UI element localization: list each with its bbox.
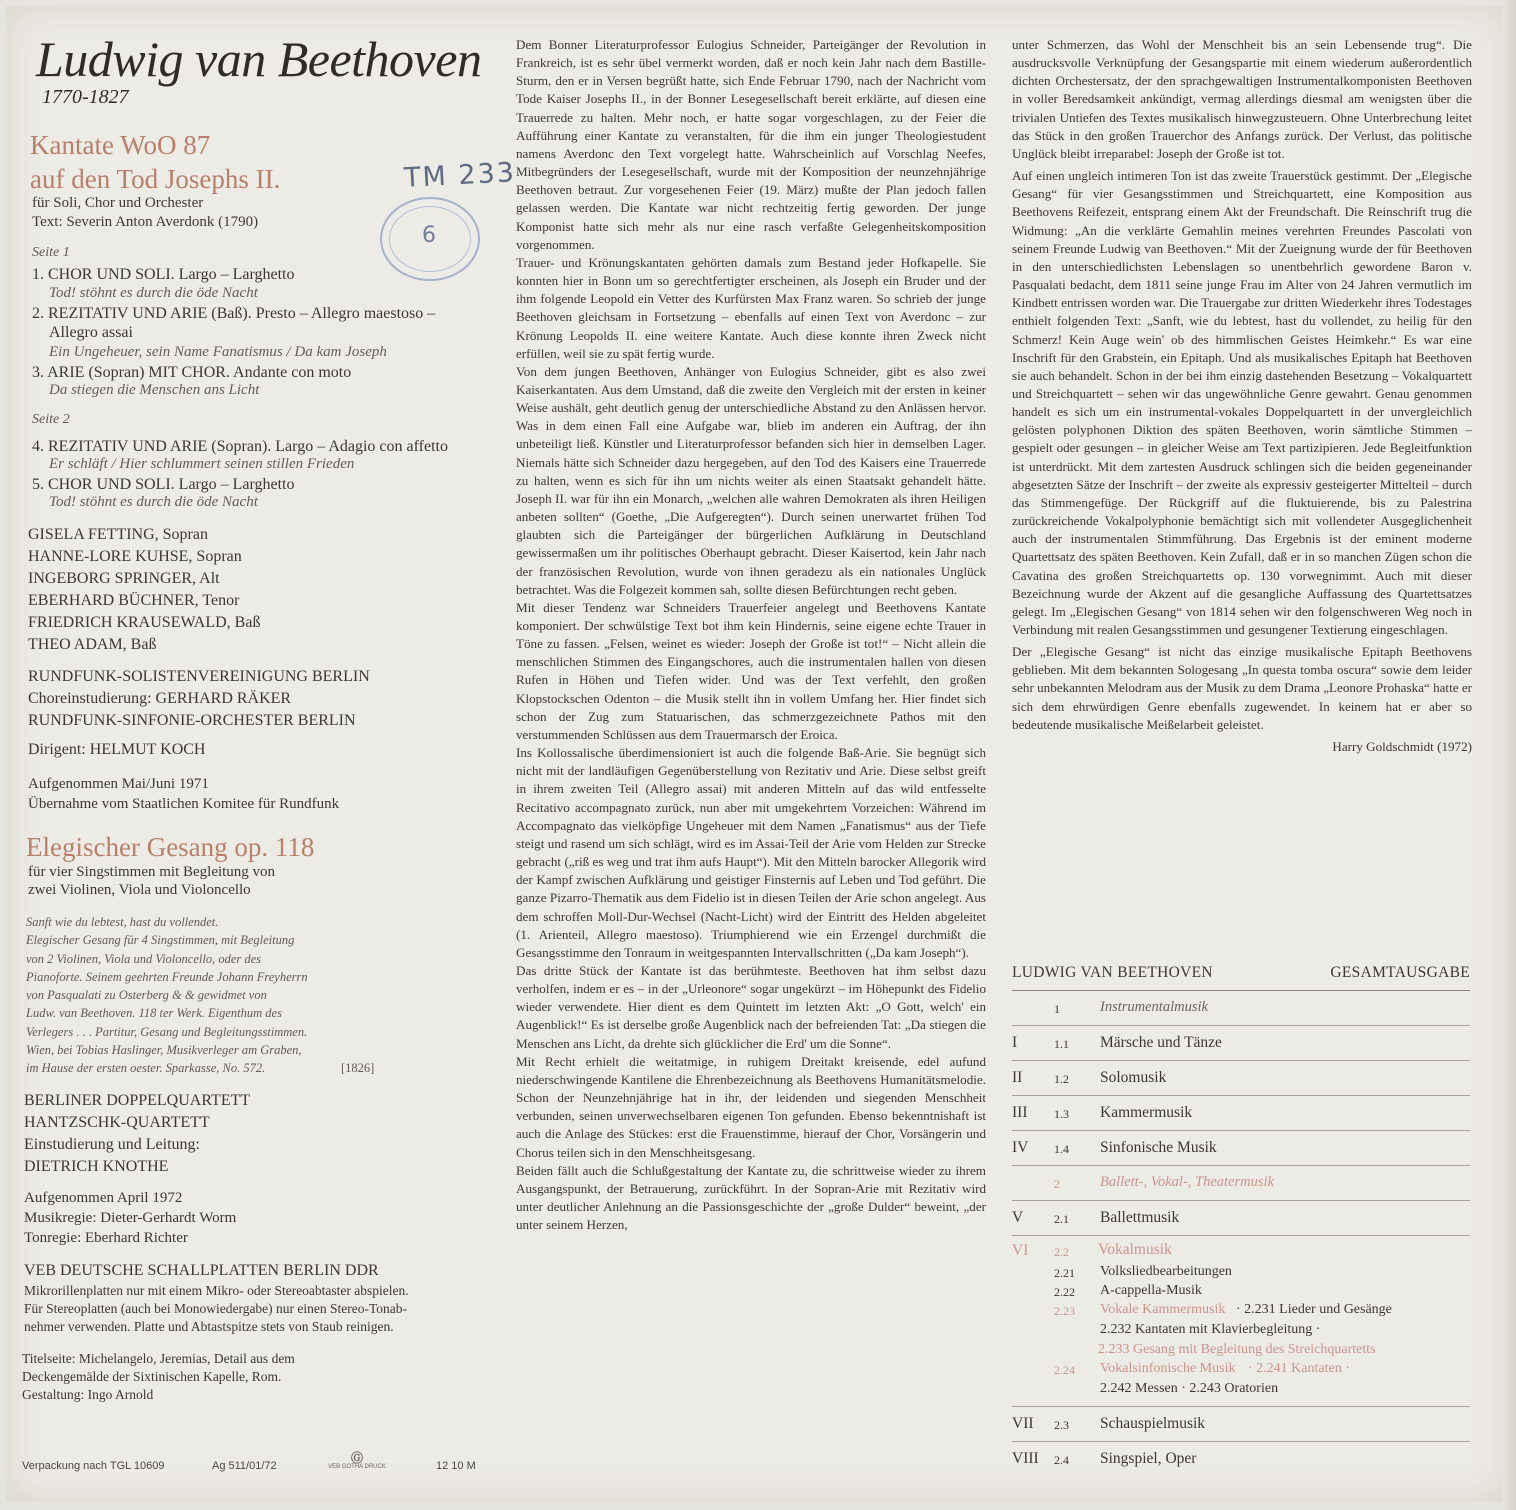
soloist: INGEBORG SPRINGER, Alt <box>28 570 220 587</box>
elegischer-subtitle-line: für vier Singstimmen mit Begleitung von <box>28 864 276 880</box>
track-5-lyric: Tod! stöhnt es durch die öde Nacht <box>49 494 258 510</box>
edition-row: I 1.1 Märsche und Tänze <box>1012 1026 1470 1061</box>
ensemble: RUNDFUNK-SOLISTENVEREINIGUNG BERLIN <box>28 668 370 685</box>
author-signature: Harry Goldschmidt (1972) <box>1332 738 1472 754</box>
liner-paragraph: Beiden fällt auch die Schlußgestaltung der Kantate zu, die schrittweise wieder zu ihrem Ausgangspunkt, der Betrauerung, zurückführt. In der Sopran-Arie mit Rezitativ wird unter deutlicher Anlehnung an die Passionsgeschichte der „große Dulder“ beweint, „der unter seinem Herzen, <box>516 1162 986 1233</box>
liner-paragraph: Ins Kollossalische überdimensioniert ist auch die folgende Baß-Arie. Sie begnügt sich nicht mit der landläufigen Gegenüberstellung von Rezitativ und Arie. Diese selbst greift in ihrem zweiten Teil (Allegro assai) mit anderen Mitteln auf das wild entfesselte Recitativo accompagnato zurück, nun aber mit umgekehrtem Vorzeichen: Während im Accompagnato das vielköpfige Ungeheuer mit dem Namen „Fanatismus“ aus der Tiefe steigt und rasend um sich schlägt, wird es im Assai-Teil der Arie vom Helden zur Strecke gebracht („riß es weg und trat ihm aufs Haupt“). Mit den Mitteln barocker Allegorik wird der Kampf zwischen Aufklärung und geistiger Finsternis auf Leben und Tod geführt. Die ganze Pizarro-Thematik aus dem Fidelio ist in diesen Teilen der Arie schon angelegt. Aus dem schroffen Moll-Dur-Wechsel (Nacht-Licht) wird der Eintritt des Helden abgeleitet (1. Arienteil, Allegro maestoso). Triumphierend wie ein Erzengel durchmißt die Gesangsstimme den Tonraum in weitgespannten Intervallschritten („Da kam Joseph“). <box>516 745 986 960</box>
edition-row: IV 1.4 Sinfonische Musik <box>1012 1131 1470 1166</box>
kantate-text-author: Text: Severin Anton Averdonk (1790) <box>32 214 259 230</box>
track-1-lyric: Tod! stöhnt es durch die öde Nacht <box>49 285 258 301</box>
record-label-name: VEB DEUTSCHE SCHALLPLATTEN BERLIN DDR <box>24 1262 379 1279</box>
liner-paragraph: Dem Bonner Literaturprofessor Eulogius Schneider, Parteigänger der Revolution in Frankreich, ist es sehr übel vermerkt worden, daß er noch kein Jahr nach dem Bastille-Sturm, den er in Versen begrüßt hatte, sich Ende Februar 1790, nach der Nachricht vom Tode Kaiser Josephs II., in der Bonner Lesegesellschaft bereit erklärte, auf diesen eine Trauerrede zu halten. Mehr noch, er hatte sogar vorgeschlagen, zu der Feier die Aufführung einer Kantate zu veranstalten, für die ihm ein junger Theologiestudent namens Averdonc den Text vorgelegt hatte. Wahrscheinlich auf Vorschlag Neefes, Mitbegründers der Lesegesellschaft, wurde mit der Komposition der neunzehnjährige Beethoven betraut. Zur vorgesehenen Feier (19. März) mußte der Plan jedoch fallen gelassen werden. Die Kantate war nicht rechtzeitig fertig geworden. Der junge Komponist hatte sich mehr als nur eine rasch verfaßte Gelegenheitskomposition vorgenommen. <box>516 37 986 252</box>
director-name: DIETRICH KNOTHE <box>24 1158 169 1175</box>
liner-paragraph: Mit dieser Tendenz war Schneiders Trauerfeier angelegt und Beethovens Kantate komponiert. Der schwülstige Text bot ihm kein Hindernis, seine eigene echte Trauer in Töne zu fassen. „Felsen, weinet es wieder: Joseph der Große ist tot!“ – Nicht allein die menschlichen Stimmen des Eingangschores, auch die instrumentalen hallen von diesen Rufen in Höhen und Tiefen wider. Und was der Text verfehlt, den großen Klopstockschen Odenton – die Musik stellt ihn in vollem Umfang her. Hier findet sich schon der Zug zum Statuarischen, das schmerzgezeichnete Pathos mit den verstummenden Schlüssen aus dem Trauermarsch der Eroica. <box>516 599 986 742</box>
kantate-subtitle <box>32 194 258 232</box>
printer-name: VEB GOTHA DRUCK <box>328 1464 386 1470</box>
liner-paragraph: Auf einen ungleich intimeren Ton ist das zweite Trauerstück gestimmt. Der „Elegische Gesang“ für vier Gesangsstimmen und Streichquartett, eine Komposition aus Beethovens Reifezeit, entsprang einem Akt der Freundschaft. Die Reinschrift trug die Widmung: „An die verklärte Gemahlin meines verehrten Freundes Pascolati von seinem Freunde Ludwig van Beethoven.“ Mit der Zueignung wurde der für Beethoven in den unterschiedlichsten Lebenslagen so unentbehrlich gewordene Baron v. Pasqualati bedacht, dem 1811 seine junge Frau im Alter von 24 Jahren vermutlich im Kindbett entrissen worden war. Die Trauergabe zur dritten Wiederkehr ihres Todestages enthielt folgenden Text: „Sanft, wie du lebtest, hast du vollendet, zu heilig für den Schmerz! Kein Auge wein' ob des himmlischen Geistes Heimkehr.“ Es war eine Inschrift für den Grabstein, ein Epitaph. Und als musikalisches Epitaph hat Beethoven sie auch behandelt. Schon in der bei ihm einzig dastehenden Besetzung – Vokalquartett und Streichquartett – sehen wir das ungewöhnliche Genre gewahrt. Genau genommen handelt es sich um ein instrumental-vokales Doppelquartett in der unvergleichlich gelösten polyphonen Diktion des späten Beethoven, worin sämtliche Stimmen – gespielt oder gesungen – in gleicher Weise am Text partizipieren. Jede Begleitfunktion ist unterdrückt. Mit dem zartesten Ausdruck schlingen sich die beiden gegeneinander abgesetzten Sätze der Inschrift – der zweite als expressiv gesteigerter Mittelteil – durch das Stimmengefüge. Der Rückgriff auf die fluktuierende, bis zu Palestrina zurückreichende Vokalpolyphonie bemächtigt sich mit vollendeter Ausgeglichenheit auch der instrumentalen Stimmführung. Das Ergebnis ist der eminent moderne Quartettsatz des späten Beethoven. Kein Zufall, daß er in so manchen Zügen schon die Cavatina des großen Streichquartetts op. 130 vorwegnimmt. Auch mit dieser Bezeichnung wurde der Akzent auf die gesangliche Auffassung des Quartettsatzes gelegt. Im „Elegischen Gesang“ von 1814 sehen wir den folgenschweren Weg noch in Verbindung mit realen Gesangsstimmen und gesungener Textierung eingeschlagen. <box>1012 168 1472 637</box>
quote-line: im Hause der ersten oester. Sparkasse, No. 572. <box>26 1061 266 1076</box>
footer-packaging: Verpackung nach TGL 10609 <box>22 1460 165 1472</box>
quote-year: [1826] <box>341 1061 375 1075</box>
playback-notice <box>24 1282 409 1336</box>
footer-catalog: Ag 511/01/72 <box>212 1460 277 1472</box>
cover-edge-shadow <box>1502 0 1516 1510</box>
sound-engineer: Tonregie: Eberhard Richter <box>24 1230 188 1246</box>
recording-date: Aufgenommen April 1972 <box>24 1190 183 1206</box>
side-1-label: Seite 1 <box>32 245 70 260</box>
recording-info-elegischer <box>24 1188 236 1248</box>
track-1: 1. CHOR UND SOLI. Largo – Larghetto <box>32 266 295 283</box>
notice-line: Für Stereoplatten (auch bei Monowiedergabe) nur einen Stereo-Tonab- <box>24 1301 408 1316</box>
track-2-lyric: Ein Ungeheuer, sein Name Fanatismus / Da kam Joseph <box>49 344 387 360</box>
recording-date: Aufgenommen Mai/Juni 1971 <box>28 776 209 792</box>
track-2: 2. REZITATIV UND ARIE (Baß). Presto – Allegro maestoso – <box>32 305 436 322</box>
recording-source: Übernahme vom Staatlichen Komitee für Rundfunk <box>28 796 340 812</box>
ensemble: HANTZSCHK-QUARTETT <box>24 1114 210 1131</box>
music-director: Musikregie: Dieter-Gerhardt Worm <box>24 1210 237 1226</box>
elegischer-subtitle <box>28 863 275 899</box>
edition-row: V 2.1 Ballettmusik <box>1012 1201 1470 1236</box>
quote-line: Verlegers . . . Partitur, Gesang und Begleitungsstimmen. <box>26 1024 308 1039</box>
edition-row: VIII 2.4 Singspiel, Oper <box>1012 1450 1197 1467</box>
quote-line: Pianoforte. Seinem geehrten Freunde Johann Freyherrn <box>26 969 308 984</box>
signature-row <box>1012 738 1472 756</box>
liner-paragraph: Von dem jungen Beethoven, Anhänger von Eulogius Schneider, gibt es also zwei Kaiserkantaten. Aus dem Umstand, daß die zweite den Vergleich mit der ersten in keiner Weise aushält, geht deutlich genug der unterschiedliche Abstand zu den Anlässen hervor. Was in dem einen Fall eine Aufgabe war, blieb im anderen ein Auftrag, der ihn unbeteiligt ließ. Künstler und Literaturprofessor befanden sich hier in demselben Lager. Niemals hätte sich Schneider dazu hergegeben, auf den Tod des Kaisers eine Trauerrede zu halten, wenn es sich für ihn um nichts weiter als einen Staatsakt gehandelt hätte. Joseph II. war für ihn ein Monarch, „welchen alle wahren Demokraten als ihren Heiligen anbeten sollten“ (Goethe, „Die Aufgeregten“). Durch seinen unerwartet frühen Tod glaubten sich die Parteigänger der bürgerlichen Aufklärung in Deutschland gewissermaßen um ihr politisches Oberhaupt gebracht. Dieser Kaisertod, kein Jahr nach der französischen Revolution, wurde von ihnen geradezu als ein nationales Unglück betrachtet. Was die Folgezeit kommen sah, sollte diesen Befürchtungen recht geben. <box>516 363 986 597</box>
ensemble: BERLINER DOPPELQUARTETT <box>24 1092 251 1109</box>
soloist: THEO ADAM, Baß <box>28 636 157 653</box>
recording-info-kantate <box>28 774 339 814</box>
quote-line: Elegischer Gesang für 4 Singstimmen, mit Begleitung <box>26 933 295 948</box>
composer-years: 1770-1827 <box>42 86 129 108</box>
original-title-quote <box>26 913 375 1078</box>
soloist: EBERHARD BÜCHNER, Tenor <box>28 592 240 609</box>
quote-line: Wien, bei Tobias Haslinger, Musikverleger am Graben, <box>26 1043 302 1058</box>
kantate-title-line1: Kantate WoO 87 <box>30 130 211 160</box>
track-2-tempo: Allegro assai <box>49 324 133 341</box>
handwritten-catalog-number: TM 233 <box>403 157 517 194</box>
elegischer-subtitle-line: zwei Violinen, Viola und Violoncello <box>28 882 251 898</box>
ensembles-list <box>28 666 370 732</box>
quote-line: von 2 Violinen, Viola und Violoncello, oder des <box>26 951 262 966</box>
edition-header <box>1012 964 1470 991</box>
footer-code: 12 10 M <box>436 1460 476 1472</box>
side-2-label: Seite 2 <box>32 412 70 427</box>
track-3: 3. ARIE (Sopran) MIT CHOR. Andante con moto <box>32 364 352 381</box>
quote-line: Ludw. van Beethoven. 118 ter Werk. Eigenthum des <box>26 1006 282 1021</box>
conductor: Dirigent: HELMUT KOCH <box>28 741 206 758</box>
liner-notes-column-2 <box>1012 36 1472 756</box>
printer-logo <box>316 1452 398 1474</box>
kantate-title-line2: auf den Tod Josephs II. <box>30 164 281 194</box>
track-5: 5. CHOR UND SOLI. Largo – Larghetto <box>32 476 295 493</box>
kantate-title <box>30 128 280 196</box>
chorus-master: Choreinstudierung: GERHARD RÄKER <box>28 690 292 707</box>
liner-paragraph: Das dritte Stück der Kantate ist das berühmteste. Beethoven hat ihm selbst dazu verholfen, indem er es – in der „Urleonore“ sogar ungekürzt – im Höhepunkt des Fidelio wieder verwendete. Hier dient es dem Quintett im letzten Akt: „O Gott, welch' ein Augenblick!“ Es ist derselbe große Augenblick nach der befreienden Tat: „Da stiegen die Menschen ans Licht, da drehte sich glücklicher die Erd' um die Sonne“. <box>516 962 986 1051</box>
composer-title: Ludwig van Beethoven <box>36 31 482 87</box>
complete-edition-index <box>1012 964 1470 1476</box>
credit-line: Titelseite: Michelangelo, Jeremias, Detail aus dem <box>22 1351 295 1366</box>
stamp-number: 6 <box>422 223 436 248</box>
elegischer-title: Elegischer Gesang op. 118 <box>26 832 315 862</box>
edition-row: II 1.2 Solomusik <box>1012 1061 1470 1096</box>
director-label: Einstudierung und Leitung: <box>24 1136 200 1153</box>
liner-paragraph: unter Schmerzen, das Wohl der Menschheit bis an sein Lebensende trug“. Die ausdrucksvolle Verknüpfung der Gesangspartie mit einem wiederum außerordentlich dichten Orchestersatz, der den sprachgewaltigen Instrumentalkomponisten Beethoven in voller Beredsamkeit ankündigt, vermag allerdings diesmal am wenigsten über die trivialen Untiefen des Textes musikalisch hinwegzusteuern. Ohne Unterbrechung leitet das Stück in den großen Trauerchor des Anfangs zurück. Der Verlust, das politische Unglück bleibt irreparabel: Joseph der Große ist tot. <box>1012 37 1472 161</box>
edition-title: GESAMTAUSGABE <box>1330 964 1470 981</box>
notice-line: Mikrorillenplatten nur mit einem Mikro- oder Stereoabtaster abspielen. <box>24 1283 409 1298</box>
liner-notes-column-1 <box>516 36 986 1234</box>
notice-line: nehmer verwenden. Platte und Abtastspitze stets von Staub reinigen. <box>24 1319 394 1334</box>
ensembles-list-2 <box>24 1090 250 1178</box>
cover-credits <box>22 1350 295 1404</box>
ensemble: RUNDFUNK-SINFONIE-ORCHESTER BERLIN <box>28 712 356 729</box>
edition-row: VII 2.3 Schauspielmusik <box>1012 1407 1470 1442</box>
library-stamp <box>380 197 480 281</box>
printer-logo-icon: Ⓖ <box>350 1451 363 1465</box>
quote-line: von Pasqualati zu Osterberg & & gewidmet von <box>26 988 267 1003</box>
liner-paragraph: Der „Elegische Gesang“ ist nicht das einzige musikalische Epitaph Beethovens geblieben. Mit dem bekannten Sologesang „In questa tomba oscura“ sowie dem leider sehr unbekannten Melodram aus der Musik zu dem Drama „Leonore Prohaska“ hatte er sich dem ehrwürdigen Genre ebenfalls zugewendet. In keinem hat er aber so bedeutende musikalische Meißelarbeit geleistet. <box>1012 644 1472 732</box>
liner-paragraph: Mit Recht erhielt die weitatmige, in ruhigem Dreitakt kreisende, edel aufund niederschwingende Kantilene die Ehrenbezeichnung als Beethovens Humanitätsmelodie. Schon der Neunzehnjährige hat in ihr, der leidenden und siegenden Menschheit verbunden, seinen unverwechselbaren eigenen Ton gefunden. Ebenso bekenntnishaft ist auch die Anlage des Stückes: erst die Frauenstimme, hierauf der Chor, Vorsängerin und Chorus teilen sich in den Menschheitsgesang. <box>516 1053 986 1160</box>
liner-paragraph: Trauer- und Krönungskantaten gehörten damals zum Bestand jeder Hofkapelle. Sie konnten hier in Bonn um so gerechtfertigter erscheinen, als Joseph ein Bruder und der ihm folgende Leopold ein Vetter des Kurfürsten Max Franz waren. So schrieb der junge Beethoven gleichsam in Fortsetzung – ebenfalls auf einen Text von Averdonc – zur Krönung Leopolds II. eine weitere Kantate. Auch diese konnte ihren Zweck nicht erfüllen, weil sie zu spät fertig wurde. <box>516 254 986 361</box>
edition-row-vokalmusik: VI 2.2 Vokalmusik 2.21 Volksliedbearbeitungen 2.22 A-cappella-Musik 2.23 Vokale Kammermusik · 2.231 Lieder und Gesänge 2.232 Kantaten mit Klavierbegleitung · 2.233 Gesang mit Begleitung des Streichquartetts 2.24 Vokalsinfonische Musik · 2.241 Kantaten · 2.242 Messen · 2.243 Oratorien <box>1012 1236 1470 1407</box>
edition-row: 1 Instrumentalmusik <box>1012 991 1470 1026</box>
track-4: 4. REZITATIV UND ARIE (Sopran). Largo – Adagio con affetto <box>32 438 448 455</box>
edition-row: III 1.3 Kammermusik <box>1012 1096 1470 1131</box>
soloist: FRIEDRICH KRAUSEWALD, Baß <box>28 614 261 631</box>
soloist: HANNE-LORE KUHSE, Sopran <box>28 548 242 565</box>
credit-line: Gestaltung: Ingo Arnold <box>22 1387 154 1402</box>
kantate-instrumentation: für Soli, Chor und Orchester <box>32 195 204 211</box>
track-3-lyric: Da stiegen die Menschen ans Licht <box>49 382 260 398</box>
soloists-list <box>28 524 260 656</box>
track-4-lyric: Er schläft / Hier schlummert seinen stillen Frieden <box>49 456 355 472</box>
credit-line: Deckengemälde der Sixtinischen Kapelle, Rom. <box>22 1369 282 1384</box>
edition-row-highlighted: 2 Ballett-, Vokal-, Theatermusik <box>1012 1166 1470 1201</box>
edition-composer: LUDWIG VAN BEETHOVEN <box>1012 964 1213 981</box>
soloist: GISELA FETTING, Sopran <box>28 526 208 543</box>
quote-line: Sanft wie du lebtest, hast du vollendet. <box>26 915 219 929</box>
